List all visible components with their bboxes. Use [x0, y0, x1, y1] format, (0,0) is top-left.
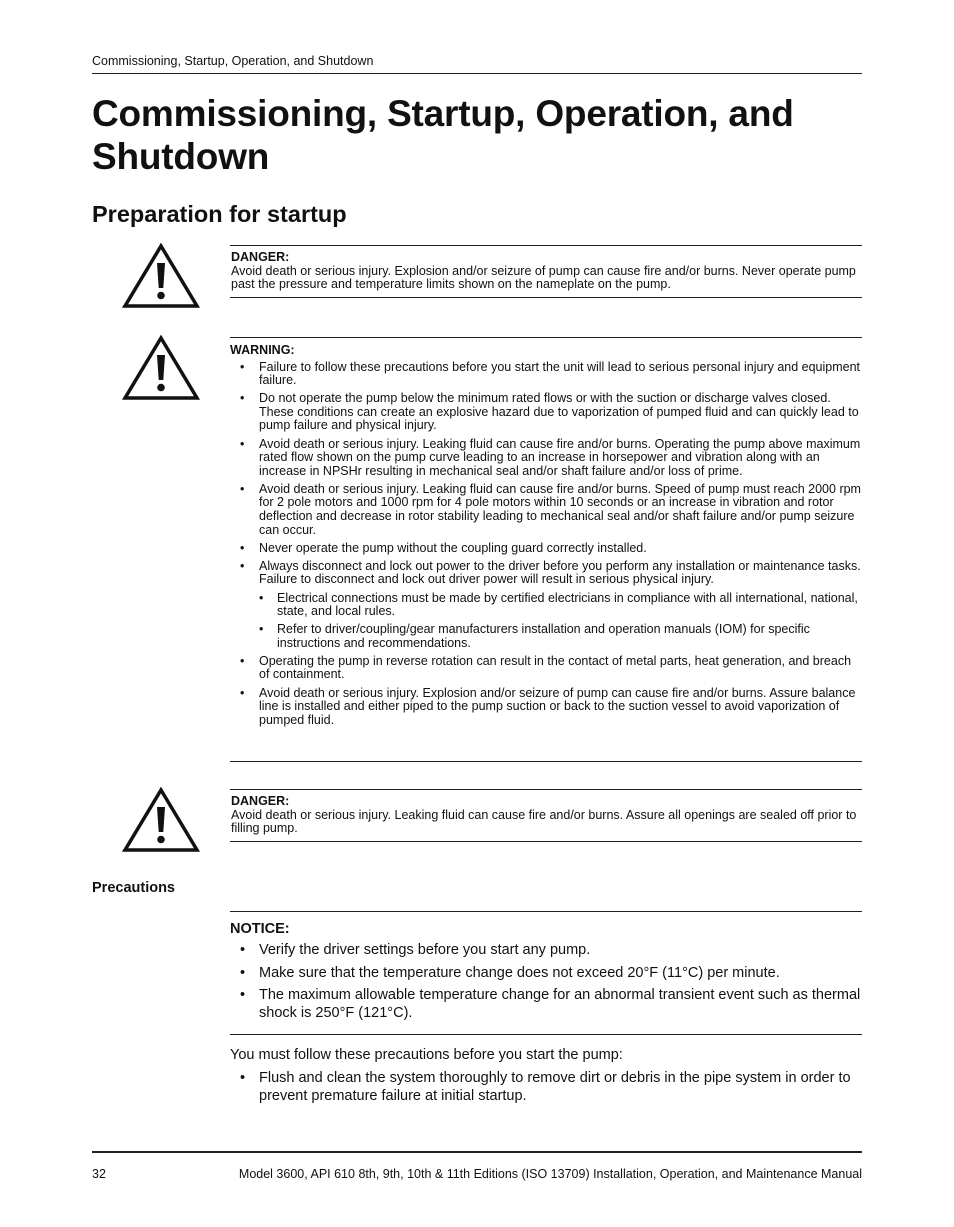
- precautions-heading: Precautions: [92, 880, 175, 896]
- precautions-steps: [230, 1069, 862, 1105]
- warning-triangle-icon: [122, 335, 200, 401]
- page-number: 32: [92, 1167, 106, 1181]
- warning-item: • Failure to follow these precautions before you start the unit will lead to serious personal injury and equipment failure.: [230, 361, 862, 388]
- danger-notice-pressure: [230, 245, 862, 298]
- notice-box: [230, 911, 862, 1035]
- warning-triangle-icon: [122, 243, 200, 309]
- warning-subitem: • Refer to driver/coupling/gear manufacturers installation and operation manuals (IOM) for specific instructions and recommendations.: [259, 623, 862, 650]
- danger-text: Avoid death or serious injury. Leaking fluid can cause fire and/or burns. Assure all openings are sealed off prior to filling pump.: [231, 807, 857, 836]
- danger-label: DANGER:: [231, 250, 290, 264]
- section-title: Preparation for startup: [92, 201, 347, 227]
- warning-item: • Never operate the pump without the coupling guard correctly installed.: [230, 542, 862, 556]
- warning-item: • Avoid death or serious injury. Leaking fluid can cause fire and/or burns. Operating the pump above maximum rated flow shown on the pump curve leading to an increase in horsepower and vibration along with an increase in NPSHr resulting in mechanical seal and/or shaft failure and/or loss of prime.: [230, 438, 862, 479]
- precautions-body: [230, 1046, 862, 1110]
- warning-triangle-icon: [122, 787, 200, 853]
- notice-label: NOTICE:: [230, 921, 290, 937]
- header-rule: [92, 73, 862, 74]
- danger-label: DANGER:: [231, 794, 290, 808]
- danger-text: Avoid death or serious injury. Explosion and/or seizure of pump can cause fire and/or burns. Never operate pump past the pressure and temperature limits shown on the nameplate on the pump.: [231, 263, 856, 292]
- warning-item: [230, 560, 862, 651]
- warning-subitem: • Electrical connections must be made by certified electricians in compliance with all international, national, state, and local rules.: [259, 592, 862, 619]
- precaution-step: • Flush and clean the system thoroughly to remove dirt or debris in the pipe system in order to prevent premature failure at initial startup.: [230, 1069, 862, 1105]
- notice-item: • Verify the driver settings before you start any pump.: [230, 941, 862, 959]
- notice-item: • Make sure that the temperature change does not exceed 20°F (11°C) per minute.: [230, 964, 862, 982]
- warning-list: [230, 361, 862, 728]
- warning-label: WARNING:: [230, 343, 295, 357]
- warning-item: • Avoid death or serious injury. Explosion and/or seizure of pump can cause fire and/or burns. Assure balance line is installed and either piped to the pump suction or back to the suction vessel to avoid vaporization of pumped fluid.: [230, 687, 862, 728]
- running-header: Commissioning, Startup, Operation, and Shutdown: [92, 54, 374, 68]
- warning-sublist: [259, 592, 862, 651]
- footer-manual-title: Model 3600, API 610 8th, 9th, 10th & 11th Editions (ISO 13709) Installation, Operation, and Maintenance Manual: [238, 1167, 862, 1181]
- notice-item: • The maximum allowable temperature change for an abnormal transient event such as thermal shock is 250°F (121°C).: [230, 986, 862, 1022]
- precautions-intro: You must follow these precautions before you start the pump:: [230, 1047, 623, 1063]
- notice-list: [230, 941, 862, 1022]
- warning-item: • Avoid death or serious injury. Leaking fluid can cause fire and/or burns. Speed of pump must reach 2000 rpm for 2 pole motors and 1000 rpm for 4 pole motors within 10 seconds or an increase in vibration and rotor deflection and decrease in rotor stability leading to mechanical seal and/or shaft failure and/or pump seizure can occur.: [230, 483, 862, 537]
- warning-item-text: Always disconnect and lock out power to the driver before you perform any installation or maintenance tasks. Failure to disconnect and lock out driver power will result in serious physical injury.: [259, 558, 861, 587]
- warning-item: • Do not operate the pump below the minimum rated flows or with the suction or discharge valves closed. These conditions can create an explosive hazard due to vaporization of pumped fluid and can quickly lead to pump failure and physical injury.: [230, 392, 862, 433]
- warning-notice: [230, 337, 862, 762]
- page-title: Commissioning, Startup, Operation, and Shutdown: [92, 93, 794, 177]
- footer-rule: [92, 1151, 862, 1153]
- danger-notice-openings: [230, 789, 862, 842]
- warning-item: • Operating the pump in reverse rotation can result in the contact of metal parts, heat generation, and breach of containment.: [230, 655, 862, 682]
